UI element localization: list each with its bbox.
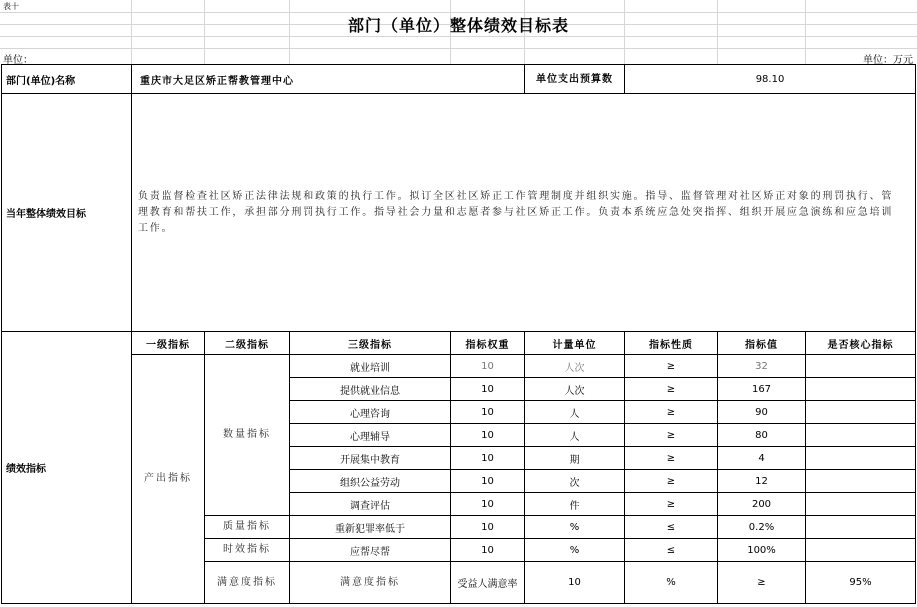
indicator-unit: % (625, 562, 718, 604)
unit-left-label: 单位： (3, 55, 33, 66)
indicator-unit: 件 (525, 493, 625, 516)
level1-output: 产出指标 (132, 355, 205, 604)
goal-text: 负责监督检查社区矫正法律法规和政策的执行工作。拟订全区社区矫正工作管理制度并组织实施。指导、监督管理对社区矫正对象的刑罚执行、管理教育和帮扶工作，承担部分刑罚执行工作。指导社会力量和志愿者参与社区矫正工作。负责本系统应急处突指挥、组织开展应急演练和应急培训工作。 (132, 94, 916, 332)
performance-table (1, 64, 916, 604)
indicator-weight: 10 (451, 516, 525, 539)
indicator-core (806, 470, 916, 493)
level2-timeliness: 时效指标 (205, 539, 290, 562)
indicator-name: 调查评估 (290, 493, 451, 516)
header-level1: 一级指标 (132, 332, 205, 355)
indicator-nature: ≥ (625, 378, 718, 401)
indicator-weight: 10 (451, 470, 525, 493)
indicator-weight: 10 (451, 378, 525, 401)
indicator-unit: % (525, 539, 625, 562)
indicator-unit: 人次 (525, 355, 625, 378)
indicator-core (806, 516, 916, 539)
indicator-weight: 10 (451, 355, 525, 378)
indicator-value: 4 (718, 447, 806, 470)
goal-label: 当年整体绩效目标 (2, 94, 132, 332)
indicator-name: 重新犯罪率低于 (290, 516, 451, 539)
indicator-core (806, 378, 916, 401)
indicator-core (806, 447, 916, 470)
sheet-label: 表十 (3, 2, 19, 11)
budget-label: 单位支出预算数 (525, 65, 625, 94)
header-level2: 二级指标 (205, 332, 290, 355)
level2-satisfaction: 满意度指标 (290, 562, 451, 604)
indicator-name: 组织公益劳动 (290, 470, 451, 493)
indicator-name: 受益人满意率 (451, 562, 525, 604)
indicator-nature: ≥ (625, 424, 718, 447)
indicator-value: 95% (806, 562, 916, 604)
dept-label: 部门(单位)名称 (2, 65, 132, 94)
indicator-name: 提供就业信息 (290, 378, 451, 401)
indicator-weight: 10 (451, 424, 525, 447)
header-level3: 三级指标 (290, 332, 451, 355)
indicator-unit: 人 (525, 401, 625, 424)
indicator-nature: ≥ (625, 470, 718, 493)
dept-name: 重庆市大足区矫正帮教管理中心 (132, 65, 525, 94)
indicator-nature: ≥ (625, 401, 718, 424)
indicator-value: 0.2% (718, 516, 806, 539)
indicator-value: 32 (718, 355, 806, 378)
unit-right-label: 单位：万元 (863, 55, 913, 66)
indicator-nature: ≥ (625, 355, 718, 378)
indicator-core (806, 355, 916, 378)
indicator-weight: 10 (451, 401, 525, 424)
indicator-nature: ≥ (625, 493, 718, 516)
indicator-core (806, 539, 916, 562)
indicator-weight: 10 (451, 493, 525, 516)
level1-satisfaction: 满意度指标 (205, 562, 290, 604)
indicator-nature: ≤ (625, 539, 718, 562)
indicator-unit: 人次 (525, 378, 625, 401)
header-nature: 指标性质 (625, 332, 718, 355)
indicator-unit: 人 (525, 424, 625, 447)
indicator-core (806, 424, 916, 447)
indicator-name: 就业培训 (290, 355, 451, 378)
table-row (2, 355, 916, 378)
header-value: 指标值 (718, 332, 806, 355)
indicator-weight: 10 (451, 539, 525, 562)
goal-row (2, 94, 916, 332)
dept-row (2, 65, 916, 94)
indicator-unit: % (525, 516, 625, 539)
indicator-value: 80 (718, 424, 806, 447)
indicator-core (806, 493, 916, 516)
indicator-nature: ≤ (625, 516, 718, 539)
indicator-value: 12 (718, 470, 806, 493)
indicator-unit: 期 (525, 447, 625, 470)
indicator-value: 200 (718, 493, 806, 516)
indicator-value: 90 (718, 401, 806, 424)
header-unit: 计量单位 (525, 332, 625, 355)
indicator-core (806, 401, 916, 424)
indicator-nature: ≥ (625, 447, 718, 470)
indicator-name: 应帮尽帮 (290, 539, 451, 562)
level2-quality: 质量指标 (205, 516, 290, 539)
indicator-nature: ≥ (718, 562, 806, 604)
perf-label: 绩效指标 (2, 332, 132, 604)
indicator-name: 心理辅导 (290, 424, 451, 447)
header-core: 是否核心指标 (806, 332, 916, 355)
indicator-value: 100% (718, 539, 806, 562)
indicator-unit: 次 (525, 470, 625, 493)
indicator-value: 167 (718, 378, 806, 401)
indicator-weight: 10 (525, 562, 625, 604)
indicator-name: 心理咨询 (290, 401, 451, 424)
indicator-name: 开展集中教育 (290, 447, 451, 470)
level2-quantity: 数量指标 (205, 355, 290, 516)
header-weight: 指标权重 (451, 332, 525, 355)
indicator-weight: 10 (451, 447, 525, 470)
budget-value: 98.10 (625, 65, 916, 94)
header-row (2, 332, 916, 355)
page-title: 部门（单位）整体绩效目标表 (347, 16, 569, 35)
